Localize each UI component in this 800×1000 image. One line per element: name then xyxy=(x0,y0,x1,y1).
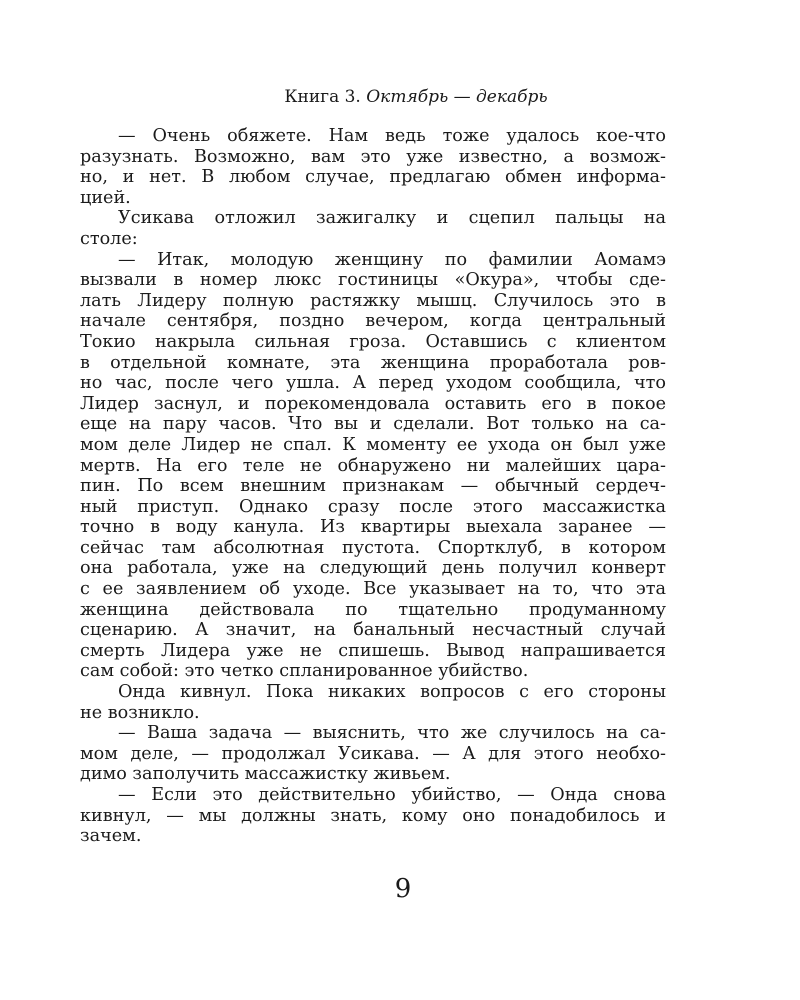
text-line: Усикава отложил зажигалку и сцепил пальцы на xyxy=(118,208,666,229)
text-line: мом деле, — продолжал Усикава. — А для этого необхо- xyxy=(80,743,666,764)
book-label: Книга 3. xyxy=(284,87,361,107)
text-line: женщина действовала по тщательно продуманному xyxy=(80,599,666,620)
text-line: но час, после чего ушла. А перед уходом сообщила, что xyxy=(80,373,666,394)
text-line: сейчас там абсолютная пустота. Спортклуб, в котором xyxy=(80,537,666,558)
text-line: — Если это действительно убийство, — Онда снова xyxy=(118,785,666,805)
text-line: не возникло. xyxy=(80,702,200,723)
section-title: Октябрь — декабрь xyxy=(366,87,548,107)
text-line: димо заполучить массажистку живьем. xyxy=(80,764,451,785)
text-line: цией. xyxy=(80,187,131,208)
text-line: она работала, уже на следующий день получил конверт xyxy=(80,558,666,579)
text-line: начале сентября, поздно вечером, когда центральный xyxy=(80,311,666,332)
text-line: мертв. На его теле не обнаружено ни малейших цара- xyxy=(80,455,666,476)
text-line: — Очень обяжете. Нам ведь тоже удалось кое-что xyxy=(118,126,666,146)
text-line: Онда кивнул. Пока никаких вопросов с его стороны xyxy=(118,682,666,703)
text-line: — Ваша задача — выяснить, что же случилось на са- xyxy=(118,723,666,744)
text-line: в отдельной комнате, эта женщина проработала ров- xyxy=(80,352,666,373)
text-line: зачем. xyxy=(80,826,142,847)
text-line: вызвали в номер люкс гостиницы «Окура», чтобы сде- xyxy=(80,270,666,291)
text-line: с ее заявлением об уходе. Все указывает на то, что эта xyxy=(80,579,666,600)
text-line: кивнул, — мы должны знать, кому оно понадобилось и xyxy=(80,805,666,826)
text-line: ный приступ. Однако сразу после этого массажистка xyxy=(80,496,666,517)
text-line: еще на пару часов. Что вы и сделали. Вот только на са- xyxy=(80,414,666,435)
text-line: Лидер заснул, и порекомендовала оставить его в покое xyxy=(80,393,666,414)
page-number: 9 xyxy=(394,874,412,904)
text-line: Токио накрыла сильная гроза. Оставшись с клиентом xyxy=(80,331,666,352)
text-line: разузнать. Возможно, вам это уже известно, а возмож- xyxy=(80,146,666,167)
text-line: — Итак, молодую женщину по фамилии Аомамэ xyxy=(118,249,666,270)
text-line: смерть Лидера уже не спишешь. Вывод напрашивается xyxy=(80,640,666,661)
text-line: сам собой: это четко спланированное убийство. xyxy=(80,661,529,682)
text-line: столе: xyxy=(80,228,138,249)
text-line: но, и нет. В любом случае, предлагаю обмен информа- xyxy=(80,167,666,188)
body-text xyxy=(80,126,666,847)
text-line: сценарию. А значит, на банальный несчастный случай xyxy=(80,620,666,641)
text-line: пин. По всем внешним признакам — обычный сердеч- xyxy=(80,476,666,497)
running-head xyxy=(0,86,800,108)
text-line: лать Лидеру полную растяжку мышц. Случилось это в xyxy=(80,290,666,311)
text-line: мом деле Лидер не спал. К моменту ее ухода он был уже xyxy=(80,434,666,455)
text-line: точно в воду канула. Из квартиры выехала заранее — xyxy=(80,517,666,538)
